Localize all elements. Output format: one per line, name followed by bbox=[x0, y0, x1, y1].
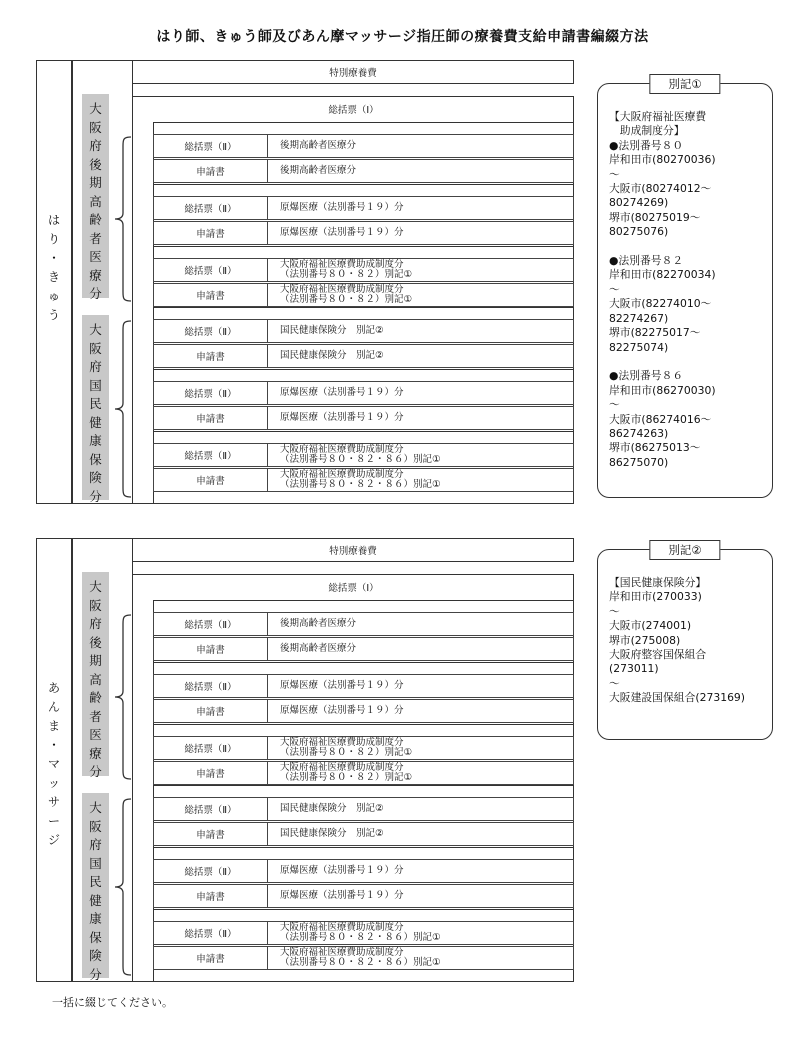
row-category: 大阪府福祉医療費助成制度分 （法別番号８０・８２・８６）別記① bbox=[280, 444, 441, 465]
section-anma-massage bbox=[36, 538, 574, 981]
table-row bbox=[153, 344, 574, 368]
table-row bbox=[153, 921, 574, 945]
inner-column-line bbox=[72, 60, 73, 503]
table-row bbox=[153, 406, 574, 430]
row-category: 後期高齢者医療分 bbox=[280, 140, 357, 151]
bottom-border bbox=[36, 981, 574, 982]
row-category: 原爆医療（法別番号１９）分 bbox=[280, 412, 404, 423]
table-row bbox=[153, 381, 574, 405]
row-category: 大阪府福祉医療費助成制度分 （法別番号８０・８２）別記① bbox=[280, 762, 413, 783]
row-category: 原爆医療（法別番号１９）分 bbox=[280, 705, 404, 716]
table-row bbox=[153, 674, 574, 698]
group-brace-icon bbox=[111, 136, 135, 302]
brace-path bbox=[115, 615, 131, 779]
row-divider bbox=[153, 431, 574, 432]
row-category: 大阪府福祉医療費助成制度分 （法別番号８０・８２）別記① bbox=[280, 737, 413, 758]
row-divider bbox=[153, 662, 574, 663]
table-row bbox=[153, 884, 574, 908]
row-form-type: 総括票（Ⅱ） bbox=[154, 444, 268, 466]
inner-column-line bbox=[72, 538, 73, 981]
section-hari-kyu bbox=[36, 60, 574, 503]
table-row bbox=[153, 221, 574, 245]
brace-path bbox=[115, 799, 131, 975]
summary-label: 総括票（Ⅰ） bbox=[328, 583, 379, 594]
row-form-type: 総括票（Ⅱ） bbox=[154, 135, 268, 157]
row-form-type: 総括票（Ⅱ） bbox=[154, 613, 268, 635]
row-category: 後期高齢者医療分 bbox=[280, 618, 357, 629]
row-divider bbox=[153, 307, 574, 308]
group-label: 大 阪 府 後 期 高 齢 者 医 療 分 bbox=[89, 579, 102, 779]
row-divider bbox=[153, 724, 574, 725]
row-category: 後期高齢者医療分 bbox=[280, 643, 357, 654]
row-category: 原爆医療（法別番号１９）分 bbox=[280, 202, 404, 213]
row-category: 原爆医療（法別番号１９）分 bbox=[280, 890, 404, 901]
row-category: 国民健康保険分 別記② bbox=[280, 803, 384, 814]
table-row bbox=[153, 761, 574, 785]
row-form-type: 申請書 bbox=[154, 345, 268, 367]
table-row bbox=[153, 797, 574, 821]
row-divider bbox=[153, 909, 574, 910]
row-form-type: 申請書 bbox=[154, 700, 268, 722]
table-row bbox=[153, 443, 574, 467]
row-form-type: 申請書 bbox=[154, 762, 268, 784]
side-label: は り ・ き ゅ う bbox=[47, 213, 60, 322]
table-row bbox=[153, 159, 574, 183]
group-label: 大 阪 府 国 民 健 康 保 険 分 bbox=[89, 322, 102, 504]
row-form-type: 総括票（Ⅱ） bbox=[154, 320, 268, 342]
row-form-type: 総括票（Ⅱ） bbox=[154, 798, 268, 820]
table-row bbox=[153, 612, 574, 636]
row-category: 後期高齢者医療分 bbox=[280, 165, 357, 176]
row-category: 大阪府福祉医療費助成制度分 （法別番号８０・８２）別記① bbox=[280, 284, 413, 305]
row-category: 大阪府福祉医療費助成制度分 （法別番号８０・８２・８６）別記① bbox=[280, 469, 441, 490]
group-brace-icon bbox=[111, 798, 135, 976]
row-form-type: 申請書 bbox=[154, 407, 268, 429]
row-form-type: 申請書 bbox=[154, 284, 268, 306]
row-category: 大阪府福祉医療費助成制度分 （法別番号８０・８２・８６）別記① bbox=[280, 947, 441, 968]
side-column bbox=[36, 60, 72, 503]
group-label-box bbox=[82, 793, 109, 982]
row-form-type: 申請書 bbox=[154, 947, 268, 969]
table-row bbox=[153, 196, 574, 220]
group-label: 大 阪 府 国 民 健 康 保 険 分 bbox=[89, 800, 102, 982]
table-row bbox=[153, 736, 574, 760]
note-bekki-1 bbox=[597, 77, 773, 498]
table-row bbox=[153, 946, 574, 970]
row-form-type: 総括票（Ⅱ） bbox=[154, 737, 268, 759]
header-tokubetsu: 特別療養費 bbox=[133, 60, 574, 84]
side-label: あ ん ま ・ マ ッ サ ー ジ bbox=[47, 681, 60, 847]
note-bekki-1-body: 【大阪府福祉医療費 助成制度分】 ●法別番号８０ 岸和田市(80270036) ～ 大阪市(80274012～ 80274269) 堺市(80275019～ 80275076) ●法別番号８２ 岸和田市(82270034) ～ 大阪市(82274010～ 82274267) 堺市(82275017～ 82275074) ●法別番号８６ 岸和田市(86270030) ～ 大阪市(86274016～ 86274263) 堺市(86275013～ 86275070) bbox=[609, 110, 716, 469]
table-row bbox=[153, 134, 574, 158]
table-row bbox=[153, 468, 574, 492]
row-category: 原爆医療（法別番号１９）分 bbox=[280, 680, 404, 691]
row-category: 原爆医療（法別番号１９）分 bbox=[280, 865, 404, 876]
group-label-box bbox=[82, 315, 109, 504]
row-form-type: 総括票（Ⅱ） bbox=[154, 675, 268, 697]
row-divider bbox=[153, 369, 574, 370]
row-form-type: 申請書 bbox=[154, 160, 268, 182]
brace-path bbox=[115, 137, 131, 301]
group-brace-icon bbox=[111, 320, 135, 498]
row-form-type: 申請書 bbox=[154, 638, 268, 660]
row-category: 大阪府福祉医療費助成制度分 （法別番号８０・８２）別記① bbox=[280, 259, 413, 280]
group-label-box bbox=[82, 94, 109, 301]
table-row bbox=[153, 699, 574, 723]
row-form-type: 総括票（Ⅱ） bbox=[154, 922, 268, 944]
brace-path bbox=[115, 321, 131, 497]
table-row bbox=[153, 319, 574, 343]
row-form-type: 申請書 bbox=[154, 222, 268, 244]
group-label-box bbox=[82, 572, 109, 779]
row-form-type: 申請書 bbox=[154, 469, 268, 491]
note-bekki-2 bbox=[597, 543, 773, 740]
row-form-type: 総括票（Ⅱ） bbox=[154, 382, 268, 404]
row-form-type: 総括票（Ⅱ） bbox=[154, 860, 268, 882]
table-row bbox=[153, 283, 574, 307]
table-row bbox=[153, 859, 574, 883]
row-category: 国民健康保険分 別記② bbox=[280, 350, 384, 361]
header-tokubetsu: 特別療養費 bbox=[133, 538, 574, 562]
summary-label: 総括票（Ⅰ） bbox=[328, 105, 379, 116]
row-form-type: 総括票（Ⅱ） bbox=[154, 259, 268, 281]
group-label: 大 阪 府 後 期 高 齢 者 医 療 分 bbox=[89, 101, 102, 301]
note-bekki-2-title: 別記② bbox=[649, 540, 720, 560]
row-form-type: 申請書 bbox=[154, 885, 268, 907]
row-divider bbox=[153, 847, 574, 848]
bottom-border bbox=[36, 503, 574, 504]
row-divider bbox=[153, 246, 574, 247]
row-divider bbox=[153, 184, 574, 185]
note-bekki-2-body: 【国民健康保険分】 岸和田市(270033) ～ 大阪市(274001) 堺市(275008) 大阪府整容国保組合 (273011) ～ 大阪建設国保組合(273169) bbox=[609, 576, 746, 705]
group-brace-icon bbox=[111, 614, 135, 780]
row-form-type: 申請書 bbox=[154, 823, 268, 845]
row-category: 原爆医療（法別番号１９）分 bbox=[280, 387, 404, 398]
row-category: 国民健康保険分 別記② bbox=[280, 325, 384, 336]
footer-note: 一括に綴じてください。 bbox=[52, 996, 173, 1009]
row-category: 国民健康保険分 別記② bbox=[280, 828, 384, 839]
row-category: 大阪府福祉医療費助成制度分 （法別番号８０・８２・８６）別記① bbox=[280, 922, 441, 943]
table-row bbox=[153, 637, 574, 661]
row-form-type: 総括票（Ⅱ） bbox=[154, 197, 268, 219]
side-column bbox=[36, 538, 72, 981]
page-title: はり師、きゅう師及びあん摩マッサージ指圧師の療養費支給申請書編綴方法 bbox=[156, 29, 649, 45]
row-category: 原爆医療（法別番号１９）分 bbox=[280, 227, 404, 238]
table-row bbox=[153, 822, 574, 846]
note-bekki-1-title: 別記① bbox=[649, 74, 720, 94]
row-divider bbox=[153, 785, 574, 786]
table-row bbox=[153, 258, 574, 282]
